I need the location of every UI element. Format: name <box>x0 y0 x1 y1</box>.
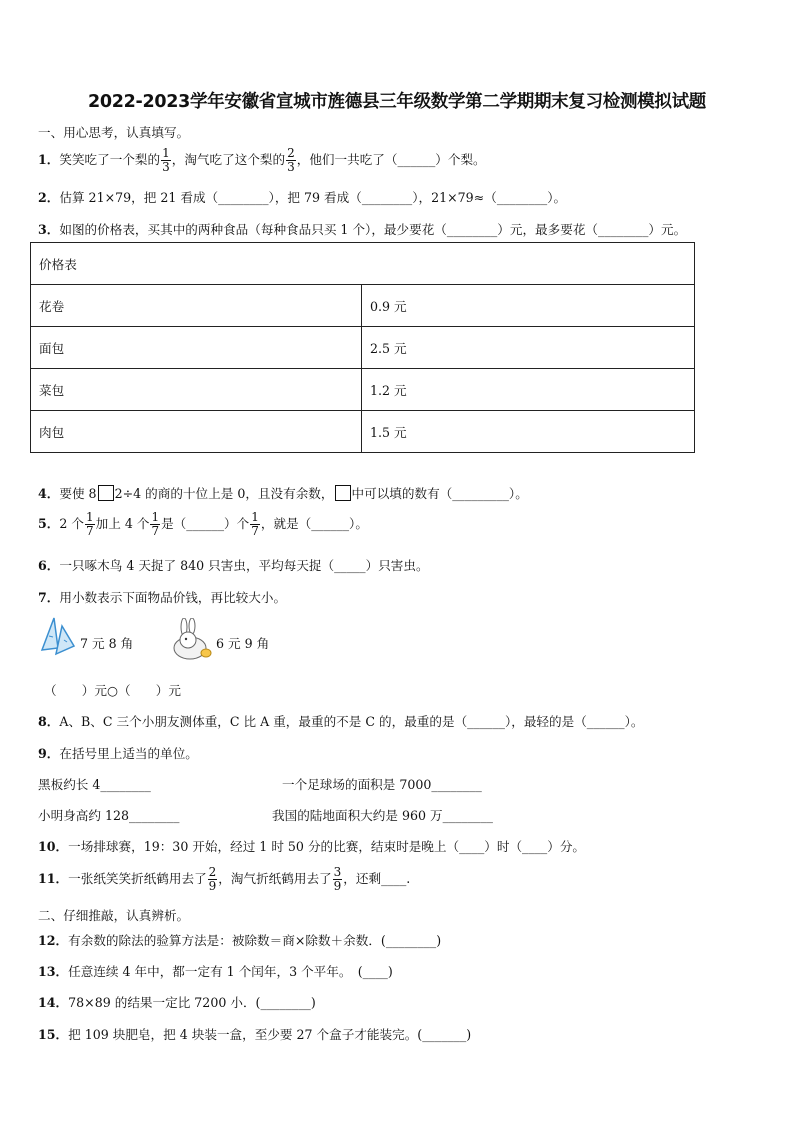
food-name: 肉包 <box>31 411 362 453</box>
food-price: 1.5 元 <box>362 411 695 453</box>
question-6: 6．一只啄木鸟 4 天捉了 840 只害虫，平均每天捉（_____）只害虫。 <box>38 558 429 573</box>
question-14: 14．78×89 的结果一定比 7200 小．(________) <box>38 995 316 1010</box>
unit-blank-2: 一个足球场的面积是 7000________ <box>282 777 482 792</box>
rabbit-toy-icon <box>168 618 214 662</box>
page-title: 2022-2023学年安徽省宣城市旌德县三年级数学第二学期期末复习检测模拟试题 <box>88 92 706 112</box>
fraction: $\frac{1}{7}$ <box>85 510 94 538</box>
question-7: 7．用小数表示下面物品价钱，再比较大小。 <box>38 590 287 605</box>
item-price-2: 6 元 9 角 <box>216 636 270 651</box>
triangle-ruler-icon <box>40 616 76 656</box>
question-12: 12．有余数的除法的验算方法是：被除数＝商×除数＋余数．(________) <box>38 933 442 948</box>
question-5: 5．2 个 $\frac{1}{7}$ 加上 4 个 $\frac{1}{7}$ 是（______）个 $\frac{1}{7}$ ，就是（______）。 <box>38 510 368 538</box>
question-1: 1．笑笑吃了一个梨的 $\frac{1}{3}$ ，淘气吃了这个梨的 $\frac{2}{3}$ ，他们一共吃了（______）个梨。 <box>38 146 486 174</box>
unit-blank-3: 小明身高约 128________ <box>38 808 180 823</box>
unit-blank-1: 黑板约长 4________ <box>38 777 151 792</box>
question-8: 8．A、B、C 三个小朋友测体重，C 比 A 重，最重的不是 C 的，最重的是（______），最轻的是（______）。 <box>38 714 644 729</box>
question-10: 10．一场排球赛，19：30 开始，经过 1 时 50 分的比赛，结束时是晚上（____）时（____）分。 <box>38 839 586 854</box>
price-table <box>30 242 695 453</box>
question-11: 11．一张纸笑笑折纸鹤用去了 $\frac{2}{9}$ ，淘气折纸鹤用去了 $\frac{3}{9}$ ，还剩____. <box>38 865 411 893</box>
fraction: $\frac{1}{3}$ <box>162 146 170 174</box>
item-price-1: 7 元 8 角 <box>80 636 134 651</box>
food-name: 花卷 <box>31 285 362 327</box>
section-heading-1: 一、用心思考，认真填写。 <box>38 125 190 140</box>
food-name: 面包 <box>31 327 362 369</box>
question-number: 1． <box>38 152 60 167</box>
section-heading-2: 二、仔细推敲，认真辨析。 <box>38 908 190 923</box>
fraction: $\frac{2}{9}$ <box>208 865 217 893</box>
unit-blank-4: 我国的陆地面积大约是 960 万________ <box>272 808 493 823</box>
blank-box <box>335 485 351 501</box>
blank-box <box>98 485 114 501</box>
food-price: 1.2 元 <box>362 369 695 411</box>
price-compare-line: （ ）元○（ ）元 <box>44 683 181 698</box>
food-price: 2.5 元 <box>362 327 695 369</box>
question-9: 9．在括号里上适当的单位。 <box>38 746 198 761</box>
question-2: 2．估算 21×79，把 21 看成（________），把 79 看成（________），21×79≈（________）。 <box>38 190 567 205</box>
question-3: 3．如图的价格表，买其中的两种食品（每种食品只买 1 个），最少要花（________）元，最多要花（________）元。 <box>38 222 687 237</box>
question-13: 13．任意连续 4 年中，都一定有 1 个闰年，3 个平年。 (____) <box>38 964 393 979</box>
food-price: 0.9 元 <box>362 285 695 327</box>
question-15: 15．把 109 块肥皂，把 4 块装一盒，至少要 27 个盒子才能装完。(_______) <box>38 1027 472 1042</box>
fraction: $\frac{1}{7}$ <box>251 510 259 538</box>
question-4: 4．要使 8 2÷4 的商的十位上是 0，且没有余数， 中可以填的数有（_________）。 <box>38 486 528 501</box>
food-name: 菜包 <box>31 369 362 411</box>
fraction: $\frac{2}{3}$ <box>287 146 295 174</box>
fraction: $\frac{3}{9}$ <box>333 865 342 893</box>
price-table-header: 价格表 <box>31 243 695 285</box>
fraction: $\frac{1}{7}$ <box>151 510 160 538</box>
